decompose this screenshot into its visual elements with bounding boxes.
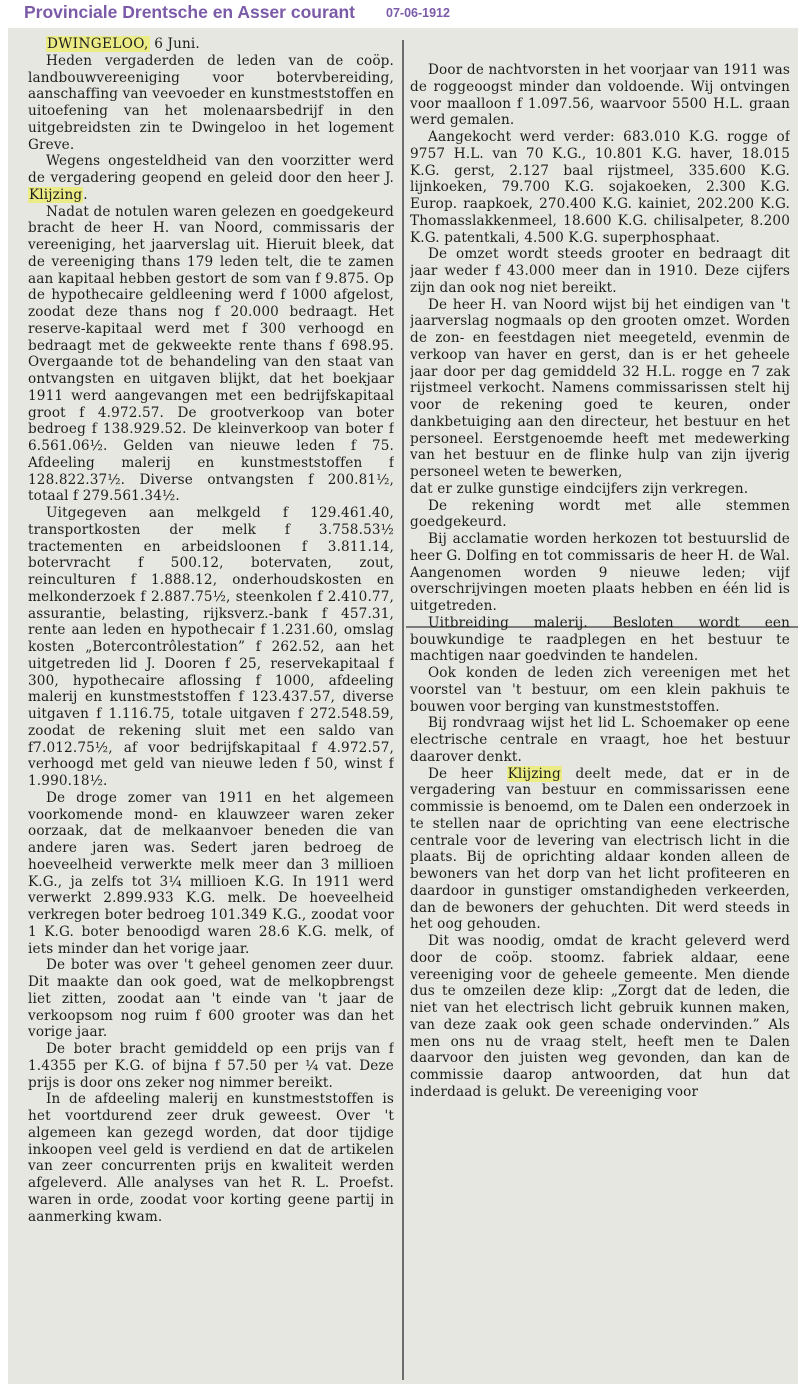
article-paragraph: De boter bracht gemiddeld op een prijs van f 1.4355 per K.G. of bijna f 57.50 per ¼ vat. Deze prijs is door ons zeker nog nimmer bereikt. [28, 1041, 394, 1091]
article-paragraph: Uitbreiding malerij. Besloten wordt een bouwkundige te raadplegen en het bestuur te machtigen naar goedvinden te handelen. [410, 614, 790, 665]
column-rule [402, 40, 404, 1380]
paragraph-text: De heer [428, 765, 493, 782]
article-column-right [410, 62, 790, 1384]
article-dateline [28, 36, 394, 53]
dateline-date: 6 Juni. [154, 36, 200, 52]
article-paragraph: Door de nachtvorsten in het voorjaar van 1911 was de roggeoogst minder dan voldoende. Wij ontvingen voor maalloon f 1.097.56, waarvoor 5500 H.L. graan werd gemalen. [410, 62, 790, 129]
article-paragraph: De boter was over 't geheel genomen zeer duur. Dit maakte dan ook goed, wat de melkopbrengst liet zitten, zoodat aan 't einde van 't jaar de verkoopsom nog ruim f 600 grooter was dan het vorige jaar. [28, 957, 394, 1041]
article-paragraph: Bij rondvraag wijst het lid L. Schoemaker op eene electrische centrale en vraagt, hoe het bestuur daarover denkt. [410, 715, 790, 765]
article-paragraph: Nadat de notulen waren gelezen en goedgekeurd bracht de heer H. van Noord, commissaris der vereeniging, het jaarverslag uit. Hieruit bleek, dat de vereeniging thans 179 leden telt, die te zamen aan kapitaal hebben gestort de som van f 9.875. Op de hypothecaire geldleening werd f 1000 afgelost, zoodat deze thans nog f 20.000 bedraagt. Het reserve-kapitaal werd met f 300 verhoogd en bedraagt met de gekweekte rente thans f 698.95. Overgaande tot de behandeling van den staat van ontvangsten en uitgaven blijkt, dat het boekjaar 1911 werd aangevangen met een bedrijfskapitaal groot f 4.972.57. De grootverkoop van boter bedroeg f 138.929.52. De kleinverkoop van boter f 6.561.06½. Gelden van nieuwe leden f 75. Afdeeling malerij en kunstmeststoffen f 128.822.37½. Diverse ontvangsten f 200.81½, totaal f 279.561.34½. [28, 203, 394, 505]
paragraph-text: deelt mede, dat er in de vergadering van bestuur en commissarissen eene commissie is benoemd, om te Dalen een onderzoek in te stellen naar de oprichting van eene electrische centrale voor de levering van electrisch licht in die plaats. Bij de oprichting aldaar konden alleen de bewoners van het dorp van het licht profiteeren en daardoor in gunstiger omstandigheden verkeerden, dan de bewoners der gehuchten. Dit werd steeds in het oog gehouden. [410, 765, 790, 933]
article-paragraph: Ook konden de leden zich vereenigen met het voorstel van 't bestuur, om een klein pakhuis te bouwen voor berging van kunstmeststoffen. [410, 665, 790, 715]
article-paragraph: Heden vergaderden de leden van de coöp. landbouwvereeniging voor botervbereiding, aanschaffing van veevoeder en kunstmeststoffen en uitoefening van het molenaarsbedrijf in den uitgebreidsten zin te Dwingeloo in het logement Greve. [28, 52, 394, 153]
article-paragraph: dat er zulke gunstige eindcijfers zijn verkregen. [410, 480, 749, 497]
article-paragraph: In de afdeeling malerij en kunstmeststoffen is het voortdurend zeer druk geweest. Over 't algemeen kan gezegd worden, dat door tijdige inkoopen veel geld is verdiend en dat de artikelen van zeer concurrenten prijs en kwaliteit werden afgeleverd. Alle analyses van het R. L. Proefst. waren in orde, zoodat voor korting geene partij in aanmerking kwam. [28, 1091, 394, 1225]
article-paragraph: Dit was noodig, omdat de kracht geleverd werd door de coöp. stoomz. fabriek aldaar, eene vereeniging voor de geheele gemeente. Men diende dus te omzeilen deze klip: „Zorgt dat de leden, die niet van het electrisch licht gebruik kunnen maken, van deze zaak ook geen schade ondervinden.” Als men ons nu de vraag stelt, heeft men te Dalen daarvoor den juisten weg gevonden, dan kan de commissie daarop antwoorden, dat hun dat inderdaad is gelukt. De vereeniging voor [410, 933, 790, 1100]
paragraph-text: . [83, 186, 88, 203]
highlighted-name: Klijzing [29, 186, 83, 203]
article-paragraph: De droge zomer van 1911 en het algemeen voorkomende mond- en klauwzeer waren zeker oorzaak, dat de melkaanvoer beneden die van andere jaren was. Sedert jaren bedroeg de hoeveelheid verwerkte melk meer dan 3 millioen K.G., ja zelfs tot 3¼ millioen K.G. In 1911 werd verwerkt 2.899.933 K.G. melk. De hoeveelheid verkregen boter bedroeg 101.349 K.G., zoodat voor 1 K.G. boter benoodigd waren 28.6 K.G. melk, of iets minder dan het vorige jaar. [28, 789, 394, 957]
paragraph-text: Wegens ongesteldheid van den voorzitter werd de vergadering geopend en geleid door den heer J. [28, 153, 394, 186]
page-header [0, 0, 800, 30]
dateline-place: DWINGELOO, [47, 36, 149, 52]
article-paragraph: De heer H. van Noord wijst bij het eindigen van 't jaarverslag nogmaals op den grooten omzet. Worden de zon- en feestdagen niet meegeteld, evenmin de verkoop van haver en gerst, dan is er het geheele jaar door per dag gemiddeld 32 H.L. rogge en 7 zak rijstmeel verkocht. Namens commissarissen stelt hij voor de rekening goed te keuren, onder dankbetuiging aan den directeur, het bestuur en het personeel. Eerstgenoemde heeft met medewerking van het bestuur en de flinke hulp van zijn ijverig personeel weten te bewerken, [410, 296, 790, 480]
article-paragraph: De rekening wordt met alle stemmen goedgekeurd. [410, 497, 790, 531]
highlighted-name: Klijzing [507, 765, 561, 782]
newspaper-title: Provinciale Drentsche en Asser courant [24, 2, 356, 22]
article-paragraph [28, 153, 394, 203]
article-paragraph: Aangekocht werd verder: 683.010 K.G. rogge of 9757 H.L. van 70 K.G., 10.801 K.G. haver, 18.015 K.G. gerst, 2.127 baal rijstmeel, 335.600 K.G. lijnkoeken, 79.700 K.G. sojakoeken, 2.300 K.G. Europ. raapkoek, 270.400 K.G. kainiet, 202.200 K.G. Thomasslakkenmeel, 18.600 K.G. chilisalpeter, 8.200 K.G. patentkali, 4.500 K.G. superphosphaat. [410, 129, 790, 246]
article-paragraph [410, 766, 790, 934]
article-paragraph: Uitgegeven aan melkgeld f 129.461.40, transportkosten der melk f 3.758.53½ tractementen en arbeidsloonen f 3.811.14, botervracht f 500.12, botervaten, zout, reinculturen f 1.888.12, onderhoudskosten en melkonderzoek f 2.887.75½, steenkolen f 2.410.77, assurantie, belasting, rijksverz.-bank f 457.31, rente aan leden en hypothecair f 1.231.60, omslag kosten „Botercontrôlestation” f 262.52, aan het uitgetreden lid J. Dooren f 25, reservekapitaal f 300, hypothecaire aflossing f 1000, afdeeling malerij en kunstmeststoffen f 123.437.57, diverse uitgaven f 1.116.75, totale uitgaven f 272.548.59, zoodat de rekening sluit met een saldo van f7.012.75½, af voor bedrijfskapitaal f 4.972.57, verhoogd met geld van nieuwe leden f 50, winst f 1.990.18½. [28, 505, 394, 789]
article-column-left [28, 36, 394, 1380]
article-paragraph: De omzet wordt steeds grooter en bedraagt dit jaar weder f 43.000 meer dan in 1910. Deze cijfers zijn dan ook nog niet bereikt. [410, 246, 790, 296]
article-paragraph: Bij acclamatie worden herkozen tot bestuurslid de heer G. Dolfing en tot commissaris de heer H. de Wal. Aangenomen worden 9 nieuwe leden; vijf overschrijvingen moeten plaats hebben en één lid is uitgetreden. [410, 531, 790, 614]
publication-date: 07-06-1912 [386, 6, 450, 20]
newspaper-clipping [8, 28, 798, 1384]
